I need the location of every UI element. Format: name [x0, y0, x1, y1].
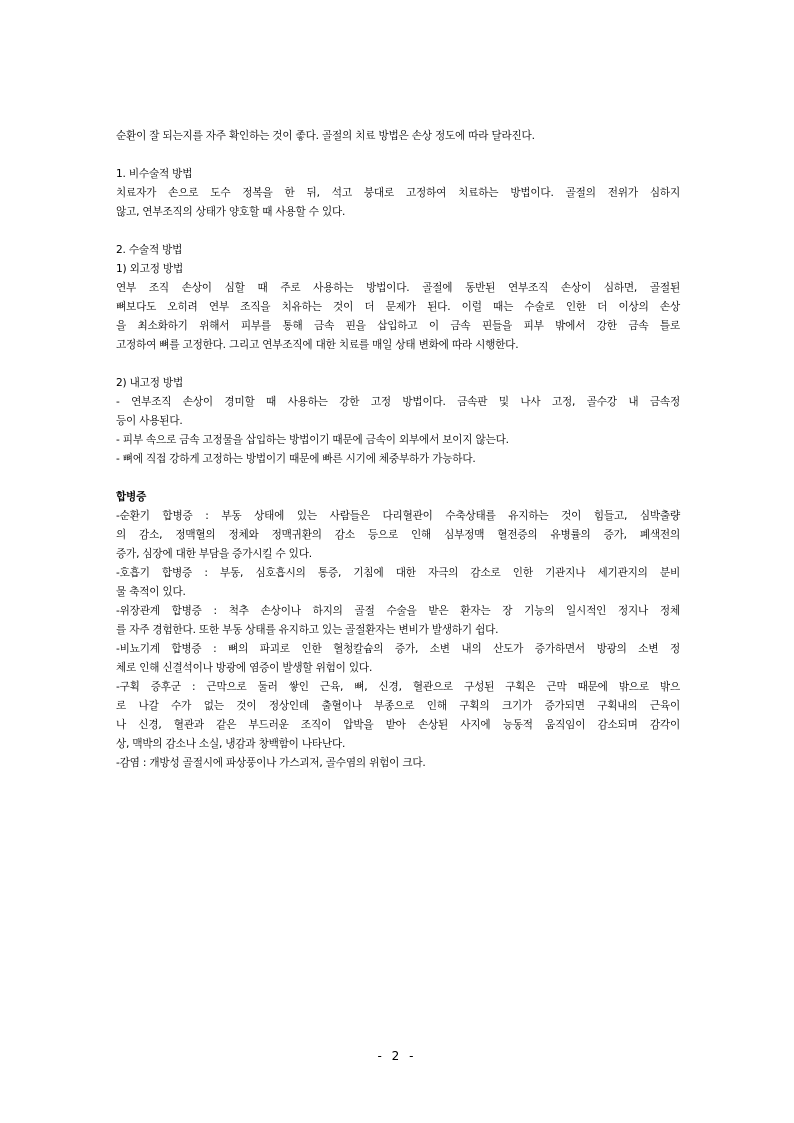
- text-line: 합병증: [116, 491, 147, 503]
- text-line: 물 축적이 있다.: [116, 586, 186, 598]
- text-line: 연부 조직 손상이 심할 때 주로 사용하는 방법이다. 골절에 동반된 연부조직 손상이 심하면, 골절된: [116, 282, 680, 294]
- text-line: - 피부 속으로 금속 고정물을 삽입하는 방법이기 때문에 금속이 외부에서 보이지 않는다.: [116, 434, 509, 446]
- text-line: -감염 : 개방성 골절시에 파상풍이나 가스괴저, 골수염의 위험이 크다.: [116, 757, 426, 769]
- text-line: -비뇨기계 합병증 : 뼈의 파괴로 인한 혈청칼슘의 증가, 소변 내의 산도가 증가하면서 방광의 소변 정: [116, 643, 680, 655]
- paragraph: [116, 127, 680, 146]
- document-body: [116, 127, 680, 773]
- text-line: -순환기 합병증 : 부동 상태에 있는 사람들은 다리혈관이 수축상태를 유지하는 것이 힘들고, 심박출량: [116, 510, 680, 522]
- section-heading: [116, 488, 680, 507]
- paragraph-gap: [116, 146, 680, 165]
- text-line: 로 나갈 수가 없는 것이 정상인데 출혈이나 부종으로 인해 구획의 크기가 증가되면 구획내의 근육이: [116, 700, 680, 712]
- paragraph: [116, 450, 680, 469]
- paragraph-gap: [116, 222, 680, 241]
- text-line: 을 최소화하기 위해서 피부를 통해 금속 핀을 삽입하고 이 금속 핀들을 피부 밖에서 강한 금속 틀로: [116, 320, 680, 332]
- text-line: 1) 외고정 방법: [116, 263, 183, 275]
- text-line: 순환이 잘 되는지를 자주 확인하는 것이 좋다. 골절의 치료 방법은 손상 정도에 따라 달라진다.: [116, 130, 535, 142]
- paragraph: [116, 184, 680, 222]
- paragraph: [116, 564, 680, 602]
- text-line: 증가, 심장에 대한 부담을 증가시킬 수 있다.: [116, 548, 312, 560]
- page-number: - 2 -: [377, 1049, 417, 1063]
- paragraph: [116, 754, 680, 773]
- paragraph: [116, 507, 680, 564]
- text-line: 치료자가 손으로 도수 정복을 한 뒤, 석고 붕대로 고정하여 치료하는 방법이다. 골절의 전위가 심하지: [116, 187, 680, 199]
- paragraph: [116, 602, 680, 640]
- paragraph: [116, 260, 680, 279]
- text-line: - 연부조직 손상이 경미할 때 사용하는 강한 고정 방법이다. 금속판 및 나사 고정, 골수강 내 금속정: [116, 396, 680, 408]
- text-line: - 뼈에 직접 강하게 고정하는 방법이기 때문에 빠른 시기에 체중부하가 가능하다.: [116, 453, 476, 465]
- text-line: 체로 인해 신결석이나 방광에 염증이 발생할 위험이 있다.: [116, 662, 373, 674]
- paragraph-gap: [116, 355, 680, 374]
- paragraph: [116, 241, 680, 260]
- text-line: 의 감소, 정맥혈의 정체와 정맥귀환의 감소 등으로 인해 심부정맥 혈전증의 유병률의 증가, 폐색전의: [116, 529, 680, 541]
- text-line: 등이 사용된다.: [116, 415, 183, 427]
- text-line: -위장관계 합병증 : 척추 손상이나 하지의 골절 수술을 받은 환자는 장 기능의 일시적인 정지나 정체: [116, 605, 680, 617]
- paragraph: [116, 279, 680, 355]
- text-line: 않고, 연부조직의 상태가 양호할 때 사용할 수 있다.: [116, 206, 346, 218]
- paragraph: [116, 165, 680, 184]
- text-line: -구획 증후군 : 근막으로 둘러 쌓인 근육, 뼈, 신경, 혈관으로 구성된 구획은 근막 때문에 밖으로 밖으: [116, 681, 680, 693]
- paragraph: [116, 678, 680, 754]
- text-line: 1. 비수술적 방법: [116, 168, 193, 180]
- text-line: 나 신경, 혈관과 같은 부드러운 조직이 압박을 받아 손상된 사지에 능동적 움직임이 감소되며 감각이: [116, 719, 680, 731]
- text-line: 를 자주 경험한다. 또한 부동 상태를 유지하고 있는 골절환자는 변비가 발생하기 쉽다.: [116, 624, 499, 636]
- text-line: 뼈보다도 오히려 연부 조직을 치유하는 것이 더 문제가 된다. 이럴 때는 수술로 인한 더 이상의 손상: [116, 301, 680, 313]
- paragraph-gap: [116, 469, 680, 488]
- paragraph: [116, 431, 680, 450]
- text-line: 고정하여 뼈를 고정한다. 그리고 연부조직에 대한 치료를 매일 상태 변화에 따라 시행한다.: [116, 339, 519, 351]
- paragraph: [116, 640, 680, 678]
- paragraph: [116, 374, 680, 393]
- text-line: 2. 수술적 방법: [116, 244, 183, 256]
- text-line: 2) 내고정 방법: [116, 377, 183, 389]
- paragraph: [116, 393, 680, 431]
- text-line: -호흡기 합병증 : 부동, 심호흡시의 통증, 기침에 대한 자극의 감소로 인한 기관지나 세기관지의 분비: [116, 567, 680, 579]
- text-line: 상, 맥박의 감소나 소실, 냉감과 창백함이 나타난다.: [116, 738, 346, 750]
